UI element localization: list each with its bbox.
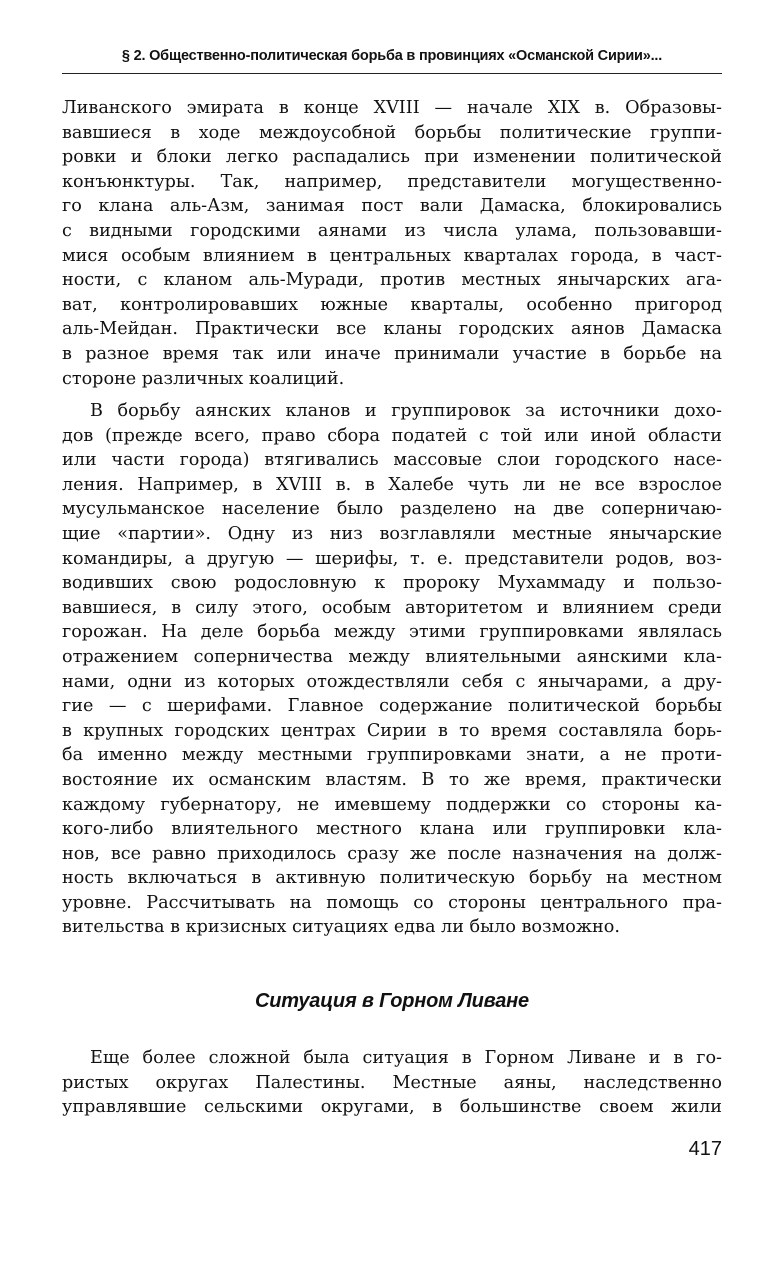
text-line: щие «партии». Одну из низ возглавляли местные янычарские [62, 523, 722, 544]
text-line: дов (прежде всего, право сбора податей с той или иной области [62, 425, 722, 446]
text-line: ности, с кланом аль-Муради, против местных янычарских ага- [62, 270, 722, 291]
text-line: горожан. На деле борьба между этими группировками являлась [62, 622, 722, 643]
paragraph-1 [62, 96, 722, 391]
text-line: стороне различных коалиций. [62, 368, 345, 389]
running-head: § 2. Общественно-политическая борьба в провинциях «Османской Сирии»... [121, 48, 663, 64]
text-line: ба именно между местными группировками знати, а не проти- [62, 745, 722, 766]
text-line: уровне. Рассчитывать на помощь со стороны центрального пра- [62, 892, 722, 913]
text-line: нами, одни из которых отождествляли себя с янычарами, а дру- [62, 671, 722, 692]
text-line: с видными городскими аянами из числа улама, пользовавши- [62, 220, 722, 241]
text-line: ристых округах Палестины. Местные аяны, наследственно [62, 1072, 722, 1093]
text-line: в крупных городских центрах Сирии в то время составляла борь- [62, 720, 722, 741]
header-rule [62, 73, 722, 74]
text-line: ровки и блоки легко распадались при изменении политической [62, 147, 722, 168]
text-line: В борьбу аянских кланов и группировок за источники дохо- [90, 401, 722, 421]
text-line: востояние их османским властям. В то же время, практически [62, 769, 722, 790]
text-line: вавшиеся, в силу этого, особым авторитетом и влиянием среди [62, 597, 722, 618]
paragraph-3 [62, 1046, 722, 1120]
text-line: управлявшие сельскими округами, в большинстве своем жили [62, 1097, 722, 1118]
text-line: конъюнктуры. Так, например, представители могущественно- [62, 171, 722, 192]
page-number: 417 [688, 1138, 722, 1160]
text-line: аль-Мейдан. Практически все кланы городских аянов Дамаска [62, 319, 722, 340]
text-line: Ливанского эмирата в конце XVIII — начале XIX в. Образовы- [62, 98, 722, 118]
section-title: Ситуация в Горном Ливане [255, 990, 529, 1012]
text-line: отражением соперничества между влиятельными аянскими кла- [62, 646, 722, 667]
text-line: командиры, а другую — шерифы, т. е. представители родов, воз- [62, 548, 722, 569]
text-line: мися особым влиянием в центральных кварталах города, в част- [62, 245, 722, 266]
paragraph-2 [62, 399, 722, 940]
text-line: в разное время так или иначе принимали участие в борьбе на [62, 343, 722, 364]
text-line: го клана аль-Азм, занимая пост вали Дамаска, блокировались [62, 196, 722, 217]
text-line: гие — с шерифами. Главное содержание политической борьбы [62, 696, 722, 717]
text-line: водивших свою родословную к пророку Мухаммаду и пользо- [62, 573, 722, 594]
text-line: вительства в кризисных ситуациях едва ли было возможно. [62, 917, 620, 938]
text-line: ления. Например, в XVIII в. в Халебе чуть ли не все взрослое [62, 474, 722, 495]
text-line: ность включаться в активную политическую борьбу на местном [62, 868, 722, 889]
text-line: кого-либо влиятельного местного клана или группировки кла- [62, 819, 722, 840]
text-line: или части города) втягивались массовые слои городского насе- [62, 450, 722, 471]
text-line: каждому губернатору, не имевшему поддержки со стороны ка- [62, 794, 722, 815]
text-line: нов, все равно приходилось сразу же после назначения на долж- [62, 843, 722, 864]
text-line: вавшиеся в ходе междоусобной борьбы политические группи- [62, 122, 722, 143]
text-line: ват, контролировавших южные кварталы, особенно пригород [62, 294, 722, 315]
text-line: Еще более сложной была ситуация в Горном Ливане и в го- [90, 1048, 722, 1068]
text-line: мусульманское население было разделено на две соперничаю- [62, 499, 722, 520]
